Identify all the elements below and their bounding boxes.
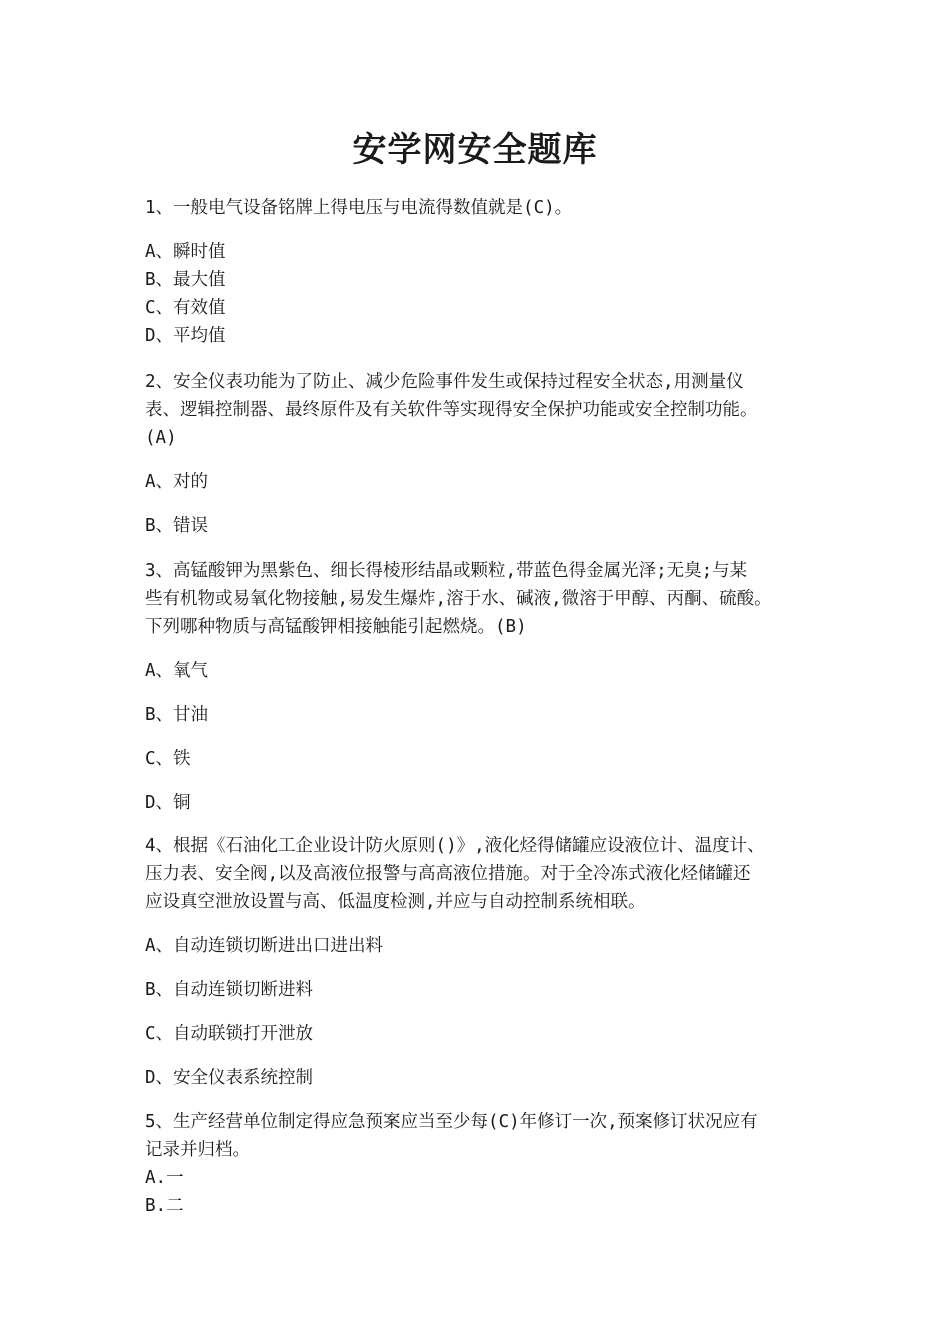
question-2-text-line-3: (A) bbox=[145, 428, 177, 448]
question-4-option-b: B、自动连锁切断进料 bbox=[145, 980, 314, 1000]
question-4-text-line-3: 应设真空泄放设置与高、低温度检测,并应与自动控制系统相联。 bbox=[145, 892, 646, 912]
question-5-option-a: A.一 bbox=[145, 1168, 184, 1188]
question-1-option-c: C、有效值 bbox=[145, 298, 226, 318]
question-5-option-b: B.二 bbox=[145, 1196, 184, 1216]
question-2-text-line-1: 2、安全仪表功能为了防止、减少危险事件发生或保持过程安全状态,用测量仪 bbox=[145, 372, 744, 392]
question-5-text-line-2: 记录并归档。 bbox=[145, 1140, 250, 1160]
question-4-option-a: A、自动连锁切断进出口进出料 bbox=[145, 936, 384, 956]
question-1-text-line-1: 1、一般电气设备铭牌上得电压与电流得数值就是(C)。 bbox=[145, 198, 573, 218]
question-1-option-a: A、瞬时值 bbox=[145, 242, 226, 262]
question-3-option-d: D、铜 bbox=[145, 793, 191, 813]
question-5-text-line-1: 5、生产经营单位制定得应急预案应当至少每(C)年修订一次,预案修订状况应有 bbox=[145, 1112, 758, 1132]
question-2-option-a: A、对的 bbox=[145, 472, 209, 492]
question-3-text-line-2: 些有机物或易氧化物接触,易发生爆炸,溶于水、碱液,微溶于甲醇、丙酮、硫酸。 bbox=[145, 589, 772, 609]
question-4-text-line-1: 4、根据《石油化工企业设计防火原则()》,液化烃得储罐应设液位计、温度计、 bbox=[145, 836, 765, 856]
question-1-option-d: D、平均值 bbox=[145, 326, 226, 346]
document-title: 安学网安全题库 bbox=[352, 130, 598, 170]
question-4-option-c: C、自动联锁打开泄放 bbox=[145, 1024, 314, 1044]
question-4-option-d: D、安全仪表系统控制 bbox=[145, 1068, 314, 1088]
question-3-option-c: C、铁 bbox=[145, 749, 191, 769]
question-2-option-b: B、错误 bbox=[145, 516, 209, 536]
question-3-option-a: A、氧气 bbox=[145, 661, 209, 681]
question-3-option-b: B、甘油 bbox=[145, 705, 209, 725]
question-3-text-line-3: 下列哪种物质与高锰酸钾相接触能引起燃烧。(B) bbox=[145, 617, 527, 637]
question-2-text-line-2: 表、逻辑控制器、最终原件及有关软件等实现得安全保护功能或安全控制功能。 bbox=[145, 400, 758, 420]
question-4-text-line-2: 压力表、安全阀,以及高液位报警与高高液位措施。对于全冷冻式液化烃储罐还 bbox=[145, 864, 751, 884]
question-3-text-line-1: 3、高锰酸钾为黑紫色、细长得棱形结晶或颗粒,带蓝色得金属光泽;无臭;与某 bbox=[145, 561, 748, 581]
question-1-option-b: B、最大值 bbox=[145, 270, 226, 290]
